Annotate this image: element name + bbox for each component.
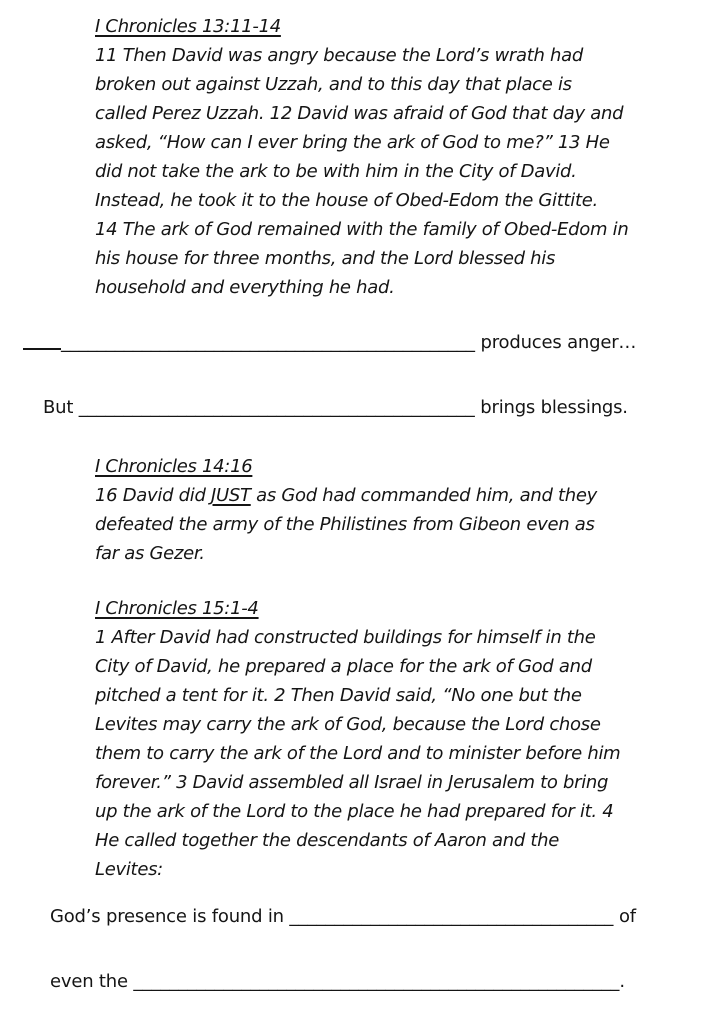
passage-1-chronicles-15 (95, 594, 690, 884)
passage-line (95, 481, 690, 510)
label-produces-anger: produces anger… (475, 332, 637, 353)
label-period: . (619, 971, 625, 992)
passage-reference: I Chronicles 13:11-14 (95, 16, 281, 37)
passage-line: 11 Then David was angry because the Lord’s wrath had (95, 45, 583, 66)
passage-line: household and everything he had. (95, 277, 395, 298)
underlined-word-just: JUST (211, 485, 251, 506)
label-of: of (613, 906, 636, 927)
passage-line: them to carry the ark of the Lord and to minister before him (95, 743, 621, 764)
passage-line: Instead, he took it to the house of Obed-Edom the Gittite. (95, 190, 598, 211)
passage-reference: I Chronicles 15:1-4 (95, 598, 259, 619)
blank-underscores: ______________________________________________________ (133, 971, 620, 992)
fill-line-even-the (50, 967, 708, 996)
passage-line: He called together the descendants of Aaron and the (95, 830, 560, 851)
line-fragment: as God had commanded him, and they (250, 485, 597, 506)
passage-line: broken out against Uzzah, and to this day that place is (95, 74, 572, 95)
fill-line-brings-blessings (43, 393, 708, 422)
label-even-the: even the (50, 971, 134, 992)
passage-1-chronicles-13 (95, 12, 690, 302)
blank-underscores: ____________________________________________ (78, 397, 475, 418)
label-but: But (43, 397, 79, 418)
passage-line: defeated the army of the Philistines from Gibeon even as (95, 514, 595, 535)
blank-underscores: ____________________________________ (289, 906, 614, 927)
label-gods-presence: God’s presence is found in (50, 906, 290, 927)
label-brings-blessings: brings blessings. (474, 397, 628, 418)
blank-solid-segment (23, 348, 61, 350)
fill-line-gods-presence (50, 902, 708, 931)
passage-reference: I Chronicles 14:16 (95, 456, 253, 477)
passage-line: 14 The ark of God remained with the family of Obed-Edom in (95, 219, 629, 240)
passage-line: far as Gezer. (95, 543, 205, 564)
passage-line: called Perez Uzzah. 12 David was afraid of God that day and (95, 103, 624, 124)
passage-line: City of David, he prepared a place for the ark of God and (95, 656, 592, 677)
passage-line: pitched a tent for it. 2 Then David said, “No one but the (95, 685, 582, 706)
blank-underscores: ______________________________________________ (61, 332, 475, 353)
passage-line: did not take the ark to be with him in the City of David. (95, 161, 577, 182)
passage-line: asked, “How can I ever bring the ark of God to me?” 13 He (95, 132, 610, 153)
passage-line: Levites: (95, 859, 163, 880)
passage-line: up the ark of the Lord to the place he had prepared for it. 4 (95, 801, 614, 822)
passage-line: his house for three months, and the Lord blessed his (95, 248, 556, 269)
line-fragment: 16 David did (95, 485, 211, 506)
passage-1-chronicles-14 (95, 452, 690, 568)
passage-line: forever.” 3 David assembled all Israel in Jerusalem to bring (95, 772, 609, 793)
passage-line: 1 After David had constructed buildings for himself in the (95, 627, 596, 648)
fill-line-produces-anger (23, 328, 708, 357)
passage-line: Levites may carry the ark of God, because the Lord chose (95, 714, 601, 735)
